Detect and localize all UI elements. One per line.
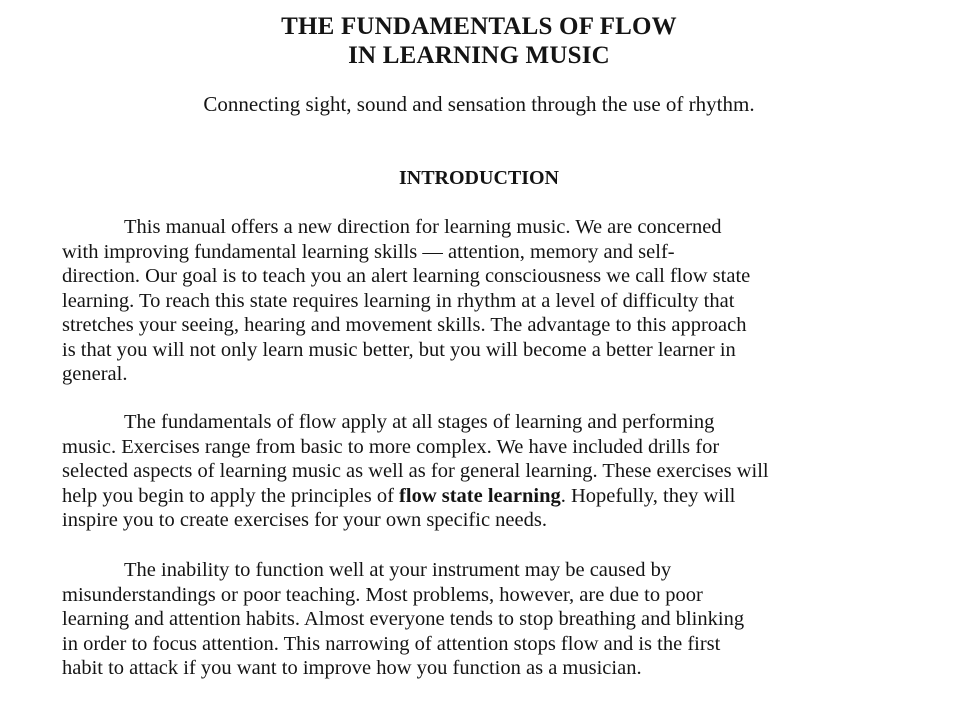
paragraph-1-line: is that you will not only learn music better, but you will become a better learner in (62, 338, 736, 361)
paragraph-3-line: in order to focus attention. This narrowing of attention stops flow and is the first (62, 632, 721, 655)
section-heading-introduction: INTRODUCTION (398, 167, 560, 189)
paragraph-1-line: learning. To reach this state requires learning in rhythm at a level of difficulty that (62, 289, 735, 312)
paragraph-1 (62, 215, 907, 387)
paragraph-3-line: learning and attention habits. Almost everyone tends to stop breathing and blinking (62, 608, 745, 630)
paragraph-1-line: general. (62, 363, 128, 385)
paragraph-2-line: selected aspects of learning music as well as for general learning. These exercises will (62, 460, 769, 482)
paragraph-3 (62, 558, 907, 681)
paragraph-1-line: direction. Our goal is to teach you an alert learning consciousness we call flow state (62, 265, 751, 287)
paragraph-2-line: The fundamentals of flow apply at all stages of learning and performing (124, 411, 715, 433)
paragraph-3-line: The inability to function well at your instrument may be caused by (124, 559, 672, 581)
emphasized-term: flow state learning (399, 484, 561, 507)
paragraph-3-line: habit to attack if you want to improve how you function as a musician. (62, 657, 642, 679)
document-title-line-2: IN LEARNING MUSIC (348, 42, 610, 69)
paragraph-2-line: inspire you to create exercises for your own specific needs. (62, 509, 547, 531)
paragraph-1-line: with improving fundamental learning skills — attention, memory and self- (62, 240, 675, 263)
paragraph-1-line: This manual offers a new direction for learning music. We are concerned (124, 216, 722, 238)
paragraph-2-text: help you begin to apply the principles of (62, 484, 400, 507)
paragraph-2-text: . Hopefully, they will (560, 484, 736, 507)
paragraph-2 (62, 410, 907, 533)
document-title-line-1: THE FUNDAMENTALS OF FLOW (281, 13, 677, 40)
paragraph-2-line: music. Exercises range from basic to more complex. We have included drills for (62, 435, 720, 458)
paragraph-1-line: stretches your seeing, hearing and movement skills. The advantage to this approach (62, 314, 747, 336)
document-subtitle: Connecting sight, sound and sensation through the use of rhythm. (203, 92, 755, 116)
paragraph-2-line (62, 484, 907, 509)
paragraph-3-line: misunderstandings or poor teaching. Most problems, however, are due to poor (62, 583, 703, 606)
